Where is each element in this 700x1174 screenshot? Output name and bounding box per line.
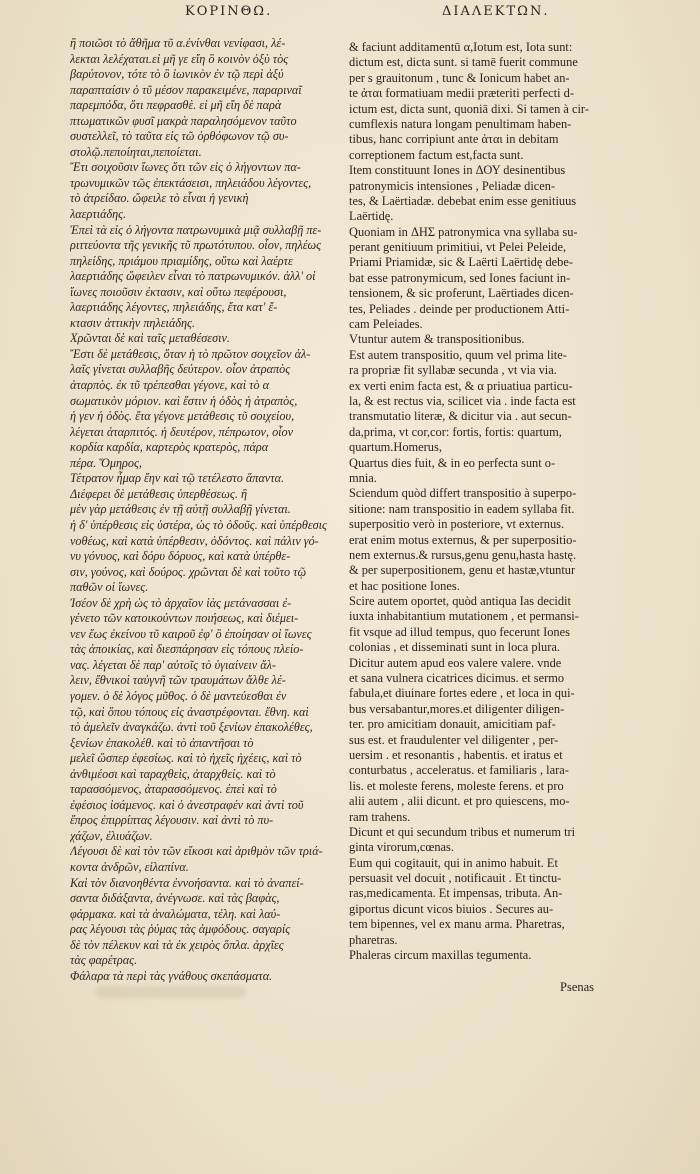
latin-text-line: Sciendum quòd differt transpositio à superpo- — [349, 486, 577, 501]
greek-text-line: τὸ ἀτρείδαο. ὤφειλε τὸ εἶναι ἡ γενικὴ — [70, 191, 249, 206]
latin-text-line: ictum est, dicta sunt, quoniā dixi. Si tamen à cir- — [349, 101, 589, 116]
latin-text-line: superpositio verò in posteriore, vt externus. — [349, 517, 565, 532]
latin-text-line: ter. pro amicitiam donauit, amicitiam paf- — [349, 717, 556, 732]
greek-text-line: Ἰσέον δὲ χρὴ ὡς τὸ ἀρχαῖον ἰὰς μετάνασσαι ἐ- — [70, 595, 292, 610]
greek-text-line: Καὶ τὸν διανοηθέντα ἐννοήσαντα. καὶ τὸ ἀναπεί- — [70, 875, 304, 890]
latin-text-line: tes, & Laërtiadæ. debebat enim esse genitiuus — [349, 193, 577, 208]
greek-text-line: νεν ἕως ἐκείνου τῦ καιροῦ ἐφ' ὃ ἐποίησαν οἱ ἴωνες — [70, 626, 312, 641]
greek-text-line: γένετο τῶν κατοικούντων ποιήσεως, καὶ διέμει- — [70, 611, 299, 626]
greek-text-line: Ἔτι σοιχοῦσιν ἴωνες ὅτι τῶν εἰς ὁ λήγοντων πα- — [70, 160, 301, 175]
latin-text-line: bat esse patronymicum, sed Iones faciunt in- — [349, 270, 571, 285]
greek-text-line: Χρῶνται δὲ καὶ ταῖς μεταθέσεσιν. — [70, 331, 230, 346]
greek-text-line: σωματικὸν μόριον. καὶ ἔστιν ἡ ὁδὸς ἡ ἀτραπὸς, — [70, 393, 298, 408]
latin-text-line: transmutatio literæ, & dicitur via . aut secun- — [349, 409, 572, 424]
latin-text-line: Priami Priamidæ, sic & Laërti Laërtidę debe- — [349, 255, 573, 270]
greek-text-line: πτωματικῶν φυσῖ μακρὰ παραλησόμενον ταῦτο — [70, 113, 297, 128]
latin-text-line: giportus dicunt vicos biuios . Secures au- — [349, 901, 554, 916]
greek-text-line: σιν, γούνος, καὶ δούρος. χρῶνται δὲ καὶ τοῦτο τῷ — [70, 564, 307, 579]
greek-text-line: σαντα διδάξαντα, ἀνέγνωσε. καὶ τὰς βαφὰς, — [70, 891, 280, 906]
latin-text-line: per s grauitonum , tunc & Ionicum habet an- — [349, 70, 570, 85]
greek-text-line: νας. λέγεται δὲ παρ' αὐτοῖς τὸ ὑγιαίνειν ἄλ- — [70, 657, 276, 672]
latin-text-line: Dicitur autem apud eos valere valere. vnde — [349, 655, 562, 670]
latin-text-line: Phaleras circum maxillas tegumenta. — [349, 948, 532, 963]
greek-text-line: τῷ, καὶ ὅπου τόπους εἰς ἀναστρέφονται. ἔθνη. καὶ — [70, 704, 309, 719]
greek-text-line: λαερτιάδης. — [70, 207, 127, 222]
greek-text-line: γομεν. ὁ δὲ λόγος μῦθος. ὁ δὲ μαντεύεσθαι ἐν — [70, 688, 287, 703]
latin-text-line: conturbatus , acceleratus. et familiaris , lara- — [349, 763, 569, 778]
greek-text-line: τὸ ἀμελεῖν ἀναγκάζω. ἀντὶ τοῦ ξενίων ἐπακολέθες, — [70, 720, 313, 735]
latin-text-line: persuasit vel docuit , notificauit . Et tinctu- — [349, 871, 562, 886]
greek-text-line: παθῶν οἱ ἴωνες. — [70, 580, 149, 595]
greek-text-line: δὲ τὸν πέλεκυν καὶ τὰ ἐκ χειρὸς ὅπλα. ἀρχῖες — [70, 937, 284, 952]
latin-text-line: da,prima, vt cor,cor: fortis, fortis: quartum, — [349, 424, 562, 439]
latin-text-line: Quartus dies fuit, & in eo perfecta sunt o- — [349, 455, 556, 470]
greek-text-line: λαῖς γίνεται συλλαβῆς δεύτερον. οἷον ἀτραπὸς — [70, 362, 291, 377]
greek-text-line: πέρα. Ὅμηρος, — [70, 455, 142, 470]
latin-text-line: Dicunt et qui secundum tribus et numerum tri — [349, 824, 576, 839]
running-head-right: ΔΙΑΛΕΚΤΩΝ. — [442, 4, 550, 19]
latin-text-line: tensionem, & sic proferunt, Laërtiades dicen- — [349, 286, 574, 301]
latin-text-line: correptionem factum est,facta sunt. — [349, 147, 524, 162]
latin-text-line: ram trahens. — [349, 809, 411, 824]
latin-text-line: mnia. — [349, 470, 377, 485]
greek-text-line: κορδία καρδία, καρτερὸς κρατερὸς, πάρα — [70, 440, 269, 455]
latin-text-line: lis. et moleste ferens, moleste ferens. et pro — [349, 778, 564, 793]
greek-text-line: λειν, ἔθνικοὶ ταὐγνῆ τῶν τραυμάτων ἄλθε λέ- — [70, 673, 286, 688]
greek-text-line: ρας λέγουσι τὰς ῥύμας τὰς ἀμφόδους. σαγαρίς — [70, 922, 291, 937]
latin-text-line: perant genitiuum primitiui, vt Pelei Peleide, — [349, 240, 567, 255]
latin-text-line: Item constituunt Iones in ΔΟΥ desinentibus — [349, 163, 566, 178]
greek-text-line: λαερτιάδης λέγοντες, πηλειάδης, ἔτα κατ' ἔ- — [70, 300, 278, 315]
greek-text-line: μελεῖ ὥσπερ ἐφεσίως. καὶ τὸ ἠχεῖς ἠχέεις, καὶ τὸ — [70, 751, 302, 766]
greek-text-line: στολῷ.πεποίηται,πεποίεται. — [70, 144, 202, 159]
greek-text-line: ἀνθιμέοσι καὶ ταραχθεὶς, ἀταρχθείς. καὶ τὸ — [70, 766, 276, 781]
greek-text-line: ξενίων ἐπακολέθ. καὶ τὸ ἀπαντῆσαι τὸ — [70, 735, 254, 750]
latin-text-line: bus versabantur,mores.et diligenter diligen- — [349, 701, 565, 716]
latin-text-line: dictum est, dicta sunt. si tamē fuerit commune — [349, 55, 578, 70]
latin-text-line: tibus, hanc corripiunt ante ἀται in debitam — [349, 132, 559, 147]
greek-text-line: ἡ δ' ὑπέρθεσις εἰς ὑστέρα, ὡς τὸ ὁδοῦς. καὶ ὑπέρθεσις — [70, 517, 327, 532]
greek-text-line: Φάλαρα τὰ περὶ τὰς γνάθους σκεπάσματα. — [70, 968, 273, 983]
greek-text-line: συστελλεῖ, τὸ ταῦτα εἰς τῶ ὀρθόφωνον τῷ συ- — [70, 129, 289, 144]
greek-text-line: τρωνυμικῶν τῶς ἐπεκτάσεισι, πηλειάδου λέγοντες, — [70, 175, 312, 190]
running-head-left: ΚΟΡΙΝΘΩ. — [185, 4, 273, 19]
latin-text-line: iuxta inhabitantium mutationem , et permansi- — [349, 609, 579, 624]
greek-text-column — [70, 36, 338, 984]
greek-text-line: τὰς ἀποικίας, καὶ διεσπάρησαν εἰς τόπους πλείο- — [70, 642, 304, 657]
latin-text-line: fit vsque ad illud tempus, quo fecerunt Iones — [349, 624, 570, 639]
greek-text-line: Ἐπεὶ τὰ εἰς ὁ λήγοντα πατρωνυμικὰ μιᾷ συλλαβῇ πε- — [70, 222, 322, 237]
latin-text-line: Vtuntur autem & transpositionibus. — [349, 332, 525, 347]
latin-text-line: cam Peleiades. — [349, 317, 423, 332]
greek-text-line: Διέφερει δὲ μετάθεσις ὑπερθέσεως. ἢ — [70, 486, 247, 501]
greek-text-line: ἔπρος ἐπιρρίπτας λέγουσιν. καὶ ἀντὶ τὸ πυ- — [70, 813, 274, 828]
catchword: Psenas — [560, 980, 595, 994]
latin-text-line: ra propriæ fit syllabæ secunda , vt via via. — [349, 363, 557, 378]
latin-text-line: Scire autem oportet, quòd antiqua Ias decidit — [349, 594, 571, 609]
greek-text-line: Ἔστι δὲ μετάθεσις, ὅταν ἡ τὸ πρῶτον σοιχεῖον ἀλ- — [70, 346, 311, 361]
greek-text-line: Λέγουσι δὲ καὶ τὸν τῶν εἴκοσι καὶ ἀριθμὸν τῶν τριά- — [70, 844, 323, 859]
latin-text-line: patronymicis intensiones , Peliadæ dicen- — [349, 178, 556, 193]
greek-text-line: παρεμπόδα, ὅτι πεφρασθὲ. εἰ μῆ εἴη δὲ παρὰ — [70, 98, 282, 113]
latin-text-line: et hac positione Iones. — [349, 578, 460, 593]
latin-text-line: erat enim motus externus, & per superpositio- — [349, 532, 577, 547]
greek-text-line: ἴωνες ποιοῦσιν ἐκτασιν, καὶ οὕτω πεφέρουσι, — [70, 284, 287, 299]
greek-text-line: ριττεύοντα τῆς γενικῆς τῦ πρωτότυπου. οἷον, πηλέως — [70, 238, 322, 253]
greek-text-line: νυ γόνυος, καὶ δόρυ δόρυος, καὶ κατὰ ὑπέρθε- — [70, 549, 291, 564]
greek-text-line: ἐφέσιος ἰσάμενος. καὶ ὁ ἀνεστραφέν καὶ ἀντὶ τοῦ — [70, 797, 304, 812]
latin-text-line: sus est. et fraudulenter vel diligenter , per- — [349, 732, 559, 747]
greek-text-line: λαερτιάδης ὤφειλεν εἶναι τὸ πατρωνυμικόν. ἀλλ' οἱ — [70, 269, 316, 284]
latin-text-line: ras,medicamenta. Et impensas, tributa. An- — [349, 886, 563, 901]
greek-text-line: πηλείδης, πριάμου πριαμίδης, οὕτω καὶ λαέρτε — [70, 253, 293, 268]
latin-text-line: pharetras. — [349, 932, 398, 947]
greek-text-line: ἀταρπὸς. ἐκ τῦ τρέπεσθαι γέγονε, καὶ τὸ α — [70, 378, 270, 393]
latin-text-line: uersim . et resonantis , habentis. et iratus et — [349, 747, 563, 762]
latin-text-line: Eum qui cogitauit, qui in animo habuit. Et — [349, 855, 558, 870]
latin-text-line: la, & est rectus via, scilicet via . inde facta est — [349, 393, 576, 408]
greek-text-line: χάζων, ἐλιυάζων. — [70, 828, 153, 843]
latin-text-line: fabula,et diuinare fortes edere , et loca in qui- — [349, 686, 575, 701]
latin-text-line: cumflexis natura longam penultimam haben- — [349, 116, 572, 131]
greek-text-line: μὲν γὰρ μετάθεσις ἐν τῇ αὐτῇ συλλαβῇ γίνεται. — [70, 502, 291, 517]
greek-text-line: λέγεται ἀταρπιτός. ἡ δευτέρον, πέπρωτον, οἷον — [70, 424, 294, 439]
latin-text-line: alii autem , alii dicunt. et pro quiescens, mo- — [349, 794, 570, 809]
latin-text-line: colonias , et disseminati sunt in loca plura. — [349, 640, 560, 655]
latin-text-line: et sana vulnera cicatrices dicimus. et sermo — [349, 671, 565, 686]
greek-text-line: νοθέως, καὶ κατὰ ὑπέρθεσιν, ὀδόντος. καὶ πάλιν γό- — [70, 533, 319, 548]
latin-text-line: & per superpositionem, genu et hastæ,vtuntur — [349, 563, 576, 578]
latin-text-column — [349, 40, 611, 963]
greek-text-line: ἢ ποιῶσι τὸ ἄθῆμα τῦ α.ἐνίνθαι νενίφασι, λέ- — [70, 36, 286, 50]
latin-text-line: tes, Peliades . deinde per productionem Atti- — [349, 301, 570, 316]
latin-text-line: Est autem transpositio, quum vel prima lite- — [349, 347, 567, 362]
latin-text-line: tem bipennes, vel ex manu arma. Pharetras, — [349, 917, 565, 932]
latin-text-line: sitione: nam transpositio in eadem syllaba fit. — [349, 501, 575, 516]
latin-text-line: Quoniam in ΔΗΣ patronymica vna syllaba su- — [349, 224, 578, 239]
greek-text-line: κοντα ἀνδρῶν, εἰλαπίνα. — [70, 859, 189, 874]
latin-text-line: & faciunt additamentū α,Iotum est, Iota sunt: — [349, 40, 573, 54]
greek-text-line: τὰς φαρέτρας. — [70, 953, 138, 968]
latin-text-line: quartum.Homerus, — [349, 440, 442, 455]
greek-text-line: φάρμακα. καὶ τὰ ἀναλώματα, τέλη. καὶ λαύ- — [70, 906, 281, 921]
greek-text-line: ἡ γεν ἡ ὁδὸς. ἔτα γέγονε μετάθεσις τῦ σοιχείου, — [70, 409, 295, 424]
latin-text-line: Laërtidę. — [349, 209, 394, 224]
latin-text-line: ginta virorum,cœnas. — [349, 840, 454, 855]
latin-text-line: nem externus.& rursus,genu genu,hasta hastę. — [349, 547, 577, 562]
greek-text-line: κτασιν ἀττικὴν πηλειάδης. — [70, 315, 196, 330]
greek-text-line: παραπταίσιν ὁ τῦ μέσον παρακειμένε, παραριναῖ — [70, 82, 302, 97]
greek-text-line: λεκται λελέχαται.εἰ μῆ γε εἴη ὃ κοινὸν ὀξὺ τὸς — [70, 51, 289, 66]
ink-smudge — [96, 986, 246, 998]
greek-text-line: Τέτρατον ἦμαρ ἔην καὶ τῷ τετέλεστο ἅπαντα. — [70, 471, 285, 486]
greek-text-line: βαρύτονον, τότε τὸ ὃ ἰωνικὸν ἐν τῷ περὶ ἀξύ — [70, 67, 284, 82]
latin-text-line: ex verti enim facta est, & α priuatiua particu- — [349, 378, 573, 393]
greek-text-line: ταρασσόμενος, ἀταρασσόμενος. ἐπεὶ καὶ τὸ — [70, 782, 277, 797]
latin-text-line: te ἀται formatiuam medii præteriti perfecti d- — [349, 86, 574, 101]
